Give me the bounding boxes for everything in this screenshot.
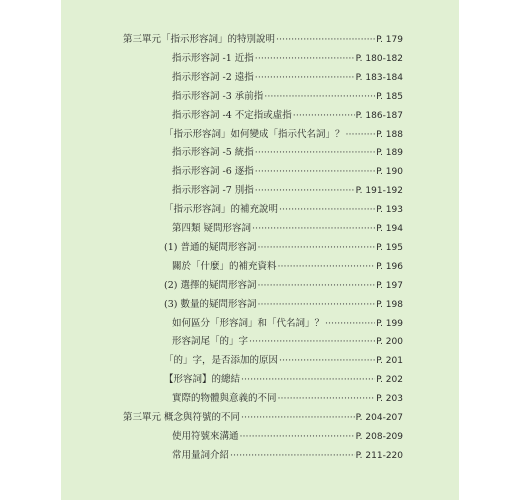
toc-leader-dots [252, 222, 375, 236]
toc-entry-page: P. 200 [376, 337, 403, 348]
toc-leader-dots [279, 203, 375, 217]
toc-leader-dots [257, 298, 375, 312]
document-page [61, 0, 459, 500]
toc-entry-page: P. 179 [376, 35, 403, 45]
toc-entry-title: 常用量詞介紹 [172, 449, 230, 461]
toc-entry [172, 165, 403, 179]
toc-entry [164, 354, 403, 368]
toc-entry [123, 411, 403, 425]
toc-entry [172, 222, 403, 236]
toc-entry [172, 71, 403, 85]
toc-entry-page: P. 202 [376, 375, 403, 386]
toc-entry-title: (2) 選擇的疑問形容詞 [164, 279, 257, 291]
toc-entry-page: P. 204-207 [355, 413, 403, 423]
toc-entry [164, 298, 403, 312]
toc-entry-page: P. 197 [376, 280, 403, 291]
toc-entry-page: P. 199 [376, 318, 403, 329]
toc-entry [164, 373, 403, 387]
toc-leader-dots [293, 109, 355, 123]
toc-entry-title: 使用符號來溝通 [172, 430, 239, 442]
toc-entry [172, 109, 403, 123]
toc-leader-dots [278, 392, 376, 406]
toc-entry-title: 指示形容詞 -1 近指 [172, 52, 254, 64]
toc-entry [164, 203, 403, 217]
toc-entry-title: 「的」字，是否添加的原因 [164, 355, 279, 367]
toc-entry [164, 241, 403, 255]
toc-entry-title: 指示形容詞 -7 別指 [172, 185, 254, 197]
toc-entry-page: P. 198 [376, 299, 403, 310]
toc-entry-title: 關於「什麼」的補充資料 [172, 260, 277, 272]
toc-entry-title: (3) 數量的疑問形容詞 [164, 298, 257, 310]
toc-entry [172, 317, 403, 331]
toc-leader-dots [255, 71, 355, 85]
toc-entry-page: P. 186-187 [355, 110, 403, 121]
toc-entry [172, 430, 403, 444]
toc-leader-dots [255, 146, 375, 160]
toc-entry-title: (1) 普通的疑問形容詞 [164, 241, 257, 253]
toc-entry [164, 128, 403, 142]
toc-entry-title: 【形容詞】的總結 [164, 374, 241, 386]
toc-entry [172, 260, 403, 274]
toc-leader-dots [249, 335, 375, 349]
toc-leader-dots [257, 279, 375, 293]
toc-leader-dots [255, 165, 375, 179]
toc-leader-dots [255, 184, 355, 198]
toc-entry-title: 「指示形容詞」的補充說明 [164, 204, 279, 216]
toc-entry-page: P. 201 [376, 356, 403, 367]
toc-leader-dots [279, 354, 375, 368]
toc-leader-dots [264, 90, 375, 104]
toc-entry-page: P. 196 [376, 261, 403, 272]
toc-entry [172, 184, 403, 198]
toc-entry [172, 392, 403, 406]
toc-leader-dots [325, 317, 375, 331]
toc-entry-page: P. 194 [376, 224, 403, 234]
toc-leader-dots [255, 52, 355, 66]
toc-entry-page: P. 208-209 [355, 431, 403, 442]
toc-entry [164, 279, 403, 293]
toc-entry-page: P. 211-220 [355, 450, 403, 461]
toc-entry-title: 指示形容詞 -5 統指 [172, 147, 254, 159]
toc-entry-title: 第四類 疑問形容詞 [172, 223, 252, 234]
toc-leader-dots [240, 430, 355, 444]
toc-entry-title: 「指示形容詞」如何變成「指示代名詞」？ [164, 128, 345, 140]
toc-leader-dots [257, 241, 375, 255]
toc-entry [172, 52, 403, 66]
toc-entry-title: 形容詞尾「的」字 [172, 336, 249, 348]
toc-entry-page: P. 193 [376, 205, 403, 216]
toc-leader-dots [241, 373, 375, 387]
toc-entry-title: 實際的物體與意義的不同 [172, 393, 277, 405]
toc-entry [172, 449, 403, 463]
toc-entry [172, 146, 403, 160]
toc-entry-page: P. 185 [376, 91, 403, 102]
toc-entry-title: 第三單元 概念與符號的不同 [123, 412, 241, 423]
toc-leader-dots [346, 128, 376, 142]
toc-entry-title: 指示形容詞 -6 逐指 [172, 166, 254, 178]
toc-entry-title: 指示形容詞 -3 承前指 [172, 90, 264, 102]
toc-entry-page: P. 190 [376, 167, 403, 178]
toc-entry-page: P. 203 [376, 394, 403, 405]
toc-entry [172, 90, 403, 104]
toc-leader-dots [241, 411, 355, 425]
toc-entry-title: 如何區分「形容詞」和「代名詞」？ [172, 317, 325, 329]
toc-entry-page: P. 180-182 [355, 53, 403, 64]
toc-entry-page: P. 189 [376, 148, 403, 159]
toc-entry-page: P. 191-192 [355, 186, 403, 197]
toc-entry-page: P. 188 [376, 129, 403, 140]
toc-leader-dots [276, 33, 375, 47]
toc-entry-page: P. 195 [376, 242, 403, 253]
toc-entry-page: P. 183-184 [355, 72, 403, 83]
toc-entry-title: 指示形容詞 -2 遠指 [172, 71, 254, 83]
toc-entry-title: 第三單元「指示形容詞」的特別說明 [123, 34, 276, 45]
toc-leader-dots [278, 260, 376, 274]
toc-leader-dots [230, 449, 355, 463]
toc-entry [172, 335, 403, 349]
toc-entry-title: 指示形容詞 -4 不定指或虛指 [172, 109, 292, 121]
toc-entry [123, 33, 403, 47]
